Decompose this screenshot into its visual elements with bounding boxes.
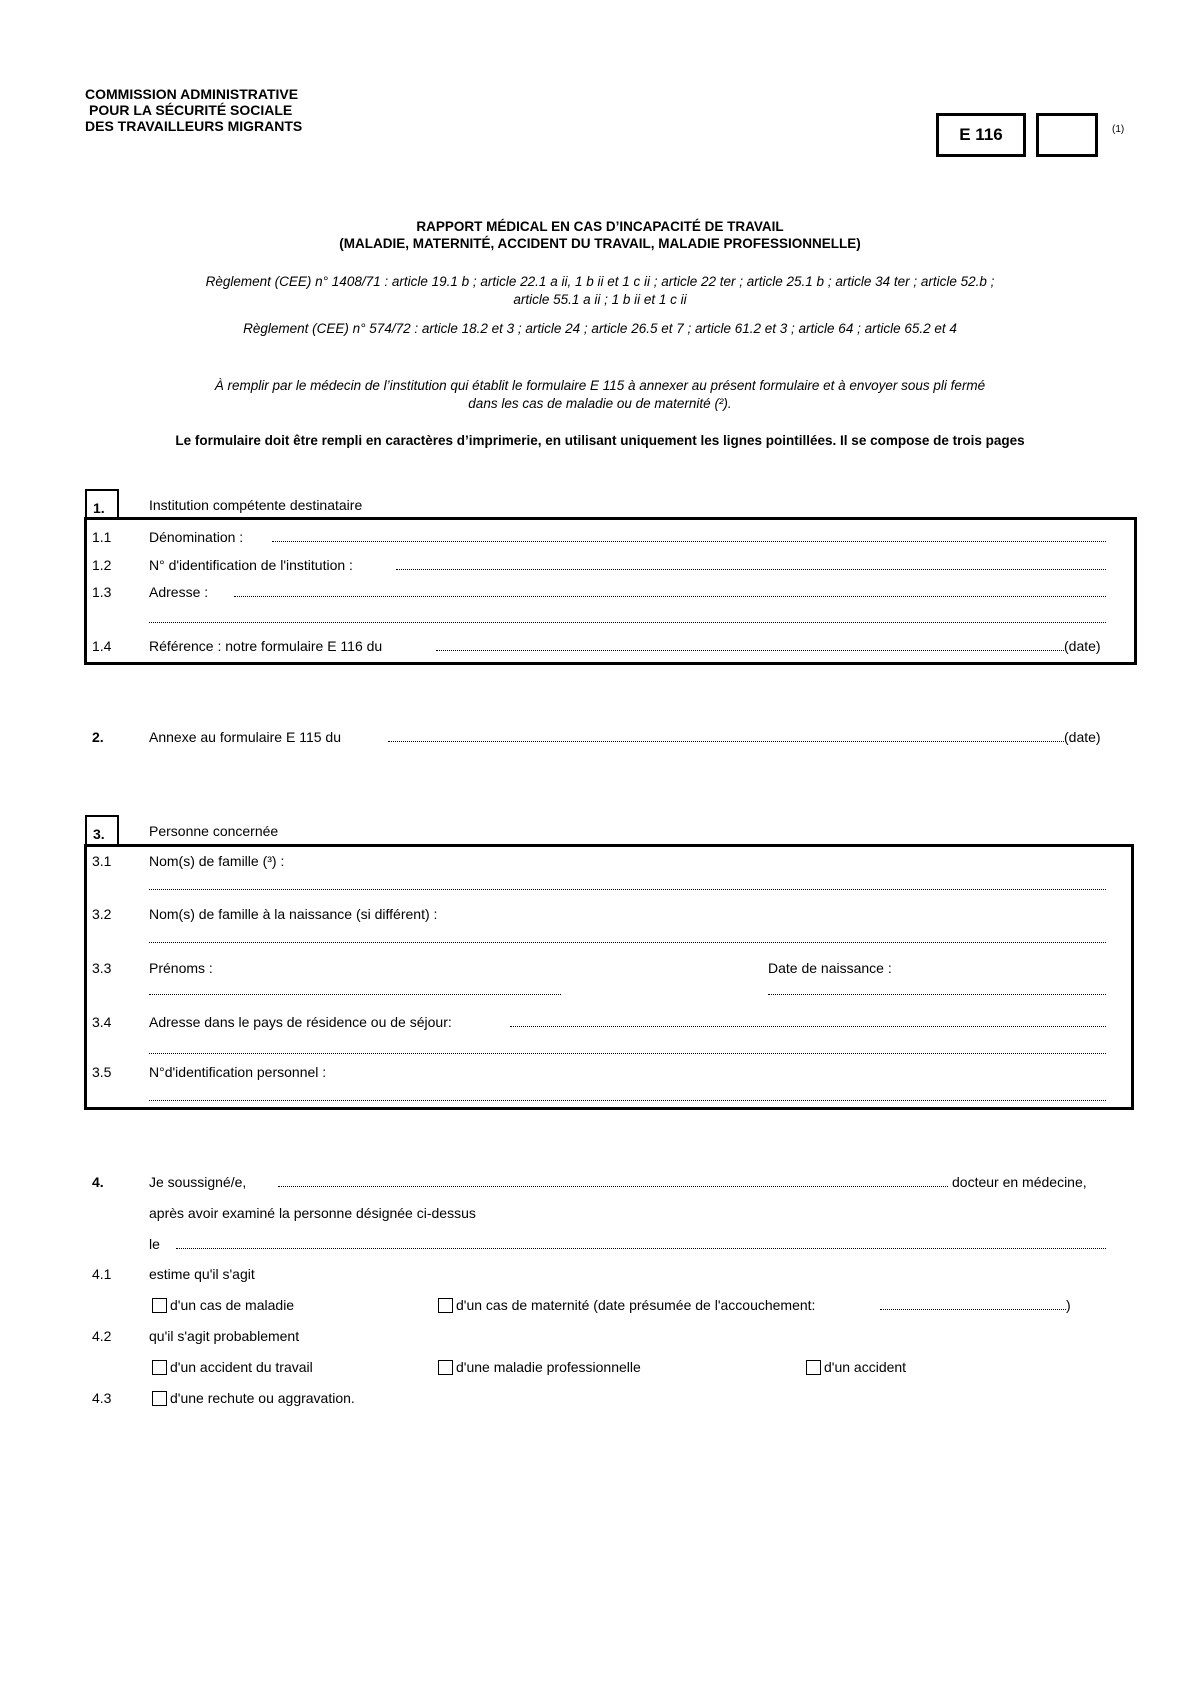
form-code-box	[936, 113, 1026, 157]
title-line-1: RAPPORT MÉDICAL EN CAS D’INCAPACITÉ DE TRAVAIL	[416, 219, 784, 234]
commission-line-1: COMMISSION ADMINISTRATIVE	[85, 86, 299, 102]
option-accident[interactable]	[806, 1359, 906, 1375]
reference-date-field[interactable]	[436, 650, 1064, 651]
item-1-3-label: Adresse :	[149, 584, 209, 600]
option-maladie-pro[interactable]	[438, 1359, 641, 1375]
item-4-3-number: 4.3	[92, 1390, 112, 1406]
delivery-date-field[interactable]	[880, 1309, 1066, 1310]
address-field-1[interactable]	[234, 596, 1106, 597]
option-maternite-end: )	[1066, 1297, 1071, 1313]
item-1-2-label: N° d'identification de l'institution :	[149, 557, 353, 573]
family-name-field[interactable]	[149, 889, 1106, 890]
item-3-5-number: 3.5	[92, 1064, 112, 1080]
doctor-name-field[interactable]	[278, 1186, 948, 1187]
instruction-line-1: À remplir par le médecin de l’institution qui établit le formulaire E 115 à annexer au présent formulaire et à envoyer sous pli fermé	[214, 378, 986, 393]
section-2-number: 2.	[92, 729, 104, 745]
option-maladie-label: d'un cas de maladie	[170, 1297, 295, 1313]
section-4-intro: Je soussigné/e,	[149, 1174, 247, 1190]
first-names-field[interactable]	[149, 994, 561, 995]
instruction-line-2: dans les cas de maladie ou de maternité (²).	[468, 396, 732, 411]
denomination-field[interactable]	[272, 541, 1106, 542]
item-3-1-number: 3.1	[92, 853, 112, 869]
birth-name-field[interactable]	[149, 942, 1106, 943]
instruction-bold: Le formulaire doit être rempli en caractères d’imprimerie, en utilisant uniquement les lignes pointillées. Il se compose de trois pages	[175, 433, 1025, 448]
item-3-4-label: Adresse dans le pays de résidence ou de séjour:	[149, 1014, 452, 1030]
item-3-5-label: N°d'identification personnel :	[149, 1064, 327, 1080]
option-accident-travail[interactable]	[152, 1359, 313, 1375]
section-1-title: Institution compétente destinataire	[149, 497, 363, 513]
section-1-number: 1.	[85, 489, 119, 519]
personal-id-field[interactable]	[149, 1100, 1106, 1101]
item-4-2-label: qu'il s'agit probablement	[149, 1328, 300, 1344]
section-4-intro-suffix: docteur en médecine,	[952, 1174, 1087, 1190]
note-ref: (1)	[1112, 124, 1125, 135]
maternite-checkbox[interactable]	[438, 1298, 453, 1313]
item-3-2-number: 3.2	[92, 906, 112, 922]
accident-travail-checkbox[interactable]	[152, 1360, 167, 1375]
item-1-4-number: 1.4	[92, 638, 112, 654]
form-code: E 116	[959, 125, 1003, 144]
exam-date-field[interactable]	[176, 1248, 1106, 1249]
item-4-1-label: estime qu'il s'agit	[149, 1266, 255, 1282]
form-code-blank-box[interactable]	[1036, 113, 1098, 157]
item-1-1-number: 1.1	[92, 529, 112, 545]
regulation-2: Règlement (CEE) n° 574/72 : article 18.2 et 3 ; article 24 ; article 26.5 et 7 ; article 61.2 et 3 ; article 64 ; article 65.2 et 4	[243, 321, 957, 336]
section-2-label: Annexe au formulaire E 115 du	[149, 729, 341, 745]
option-rechute[interactable]	[152, 1390, 355, 1406]
option-rechute-label: d'une rechute ou aggravation.	[170, 1390, 355, 1406]
item-3-1-label: Nom(s) de famille (³) :	[149, 853, 285, 869]
item-1-2-number: 1.2	[92, 557, 112, 573]
item-3-4-number: 3.4	[92, 1014, 112, 1030]
section-2-date-suffix: (date)	[1064, 729, 1101, 745]
item-1-1-label: Dénomination :	[149, 529, 244, 545]
address-field-2[interactable]	[149, 622, 1106, 623]
title-line-2: (MALADIE, MATERNITÉ, ACCIDENT DU TRAVAIL, MALADIE PROFESSIONNELLE)	[339, 236, 861, 251]
item-3-3-number: 3.3	[92, 960, 112, 976]
regulation-1-line-1: Règlement (CEE) n° 1408/71 : article 19.1 b ; article 22.1 a ii, 1 b ii et 1 c ii ; article 22 ter ; article 25.1 b ; article 34 ter ; article 52.b ;	[205, 274, 995, 289]
rechute-checkbox[interactable]	[152, 1391, 167, 1406]
item-4-1-number: 4.1	[92, 1266, 112, 1282]
option-maladie-pro-label: d'une maladie professionnelle	[456, 1359, 641, 1375]
section-3-number: 3.	[85, 815, 119, 845]
item-1-3-number: 1.3	[92, 584, 112, 600]
section-4-number: 4.	[92, 1174, 104, 1190]
section-3-title: Personne concernée	[149, 823, 279, 839]
item-3-2-label: Nom(s) de famille à la naissance (si différent) :	[149, 906, 438, 922]
annex-date-field[interactable]	[388, 741, 1064, 742]
after-exam-text: après avoir examiné la personne désignée ci-dessus	[149, 1205, 476, 1221]
option-maternite[interactable]	[438, 1297, 815, 1313]
birth-date-label: Date de naissance :	[768, 960, 892, 976]
item-3-3-label: Prénoms :	[149, 960, 213, 976]
residence-address-field-1[interactable]	[510, 1026, 1106, 1027]
item-1-4-date-suffix: (date)	[1064, 638, 1101, 654]
birth-date-field[interactable]	[768, 994, 1106, 995]
maladie-checkbox[interactable]	[152, 1298, 167, 1313]
regulation-1-line-2: article 55.1 a ii ; 1 b ii et 1 c ii	[513, 292, 687, 307]
option-accident-label: d'un accident	[824, 1359, 907, 1375]
option-maternite-label: d'un cas de maternité (date présumée de l'accouchement:	[456, 1297, 816, 1313]
option-accident-travail-label: d'un accident du travail	[170, 1359, 313, 1375]
commission-line-3: DES TRAVAILLEURS MIGRANTS	[85, 118, 303, 134]
accident-checkbox[interactable]	[806, 1360, 821, 1375]
institution-id-field[interactable]	[396, 569, 1106, 570]
maladie-pro-checkbox[interactable]	[438, 1360, 453, 1375]
commission-header	[85, 86, 302, 134]
item-4-2-number: 4.2	[92, 1328, 112, 1344]
commission-line-2: POUR LA SÉCURITÉ SOCIALE	[89, 102, 293, 118]
option-maladie[interactable]	[152, 1297, 294, 1313]
item-1-4-label: Référence : notre formulaire E 116 du	[149, 638, 383, 654]
le-label: le	[149, 1236, 160, 1252]
residence-address-field-2[interactable]	[149, 1053, 1106, 1054]
